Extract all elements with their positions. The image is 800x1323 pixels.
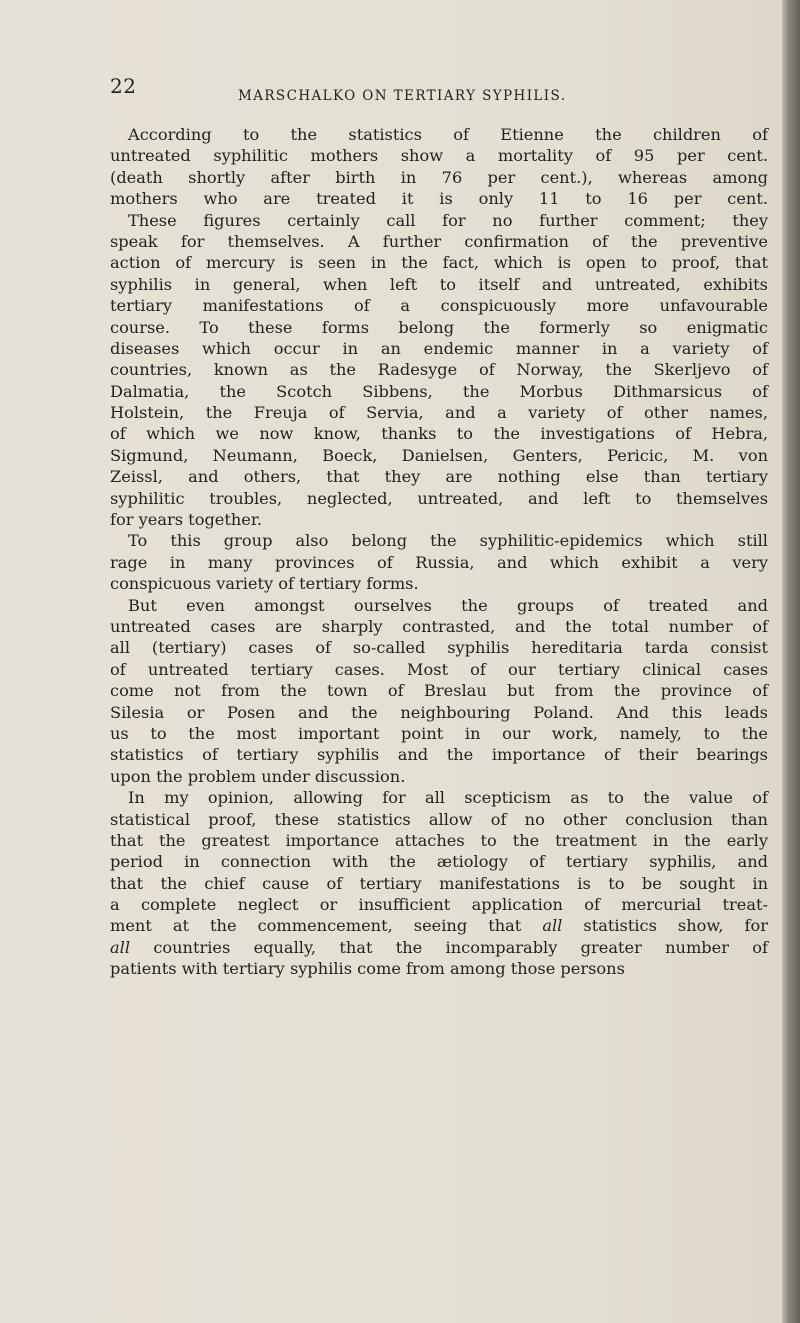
text-line: conspicuous variety of tertiary forms. (110, 574, 419, 594)
text-line: us to the most important point in our work, namely, to the (110, 723, 768, 743)
text-line: course. To these forms belong the formerly so enigmatic (110, 317, 768, 337)
text-line: rage in many provinces of Russia, and which exhibit a very (110, 552, 768, 572)
italic-word: all (110, 937, 131, 957)
text-segment: ment at the commencement, seeing that (110, 916, 522, 936)
text-line: syphilis in general, when left to itself and untreated, exhibits (110, 274, 768, 294)
text-line (110, 915, 768, 936)
italic-word: all (542, 916, 563, 936)
text-line: Holstein, the Freuja of Servia, and a variety of other names, (110, 403, 768, 423)
text-line: statistics of tertiary syphilis and the importance of their bearings (110, 745, 768, 765)
text-line: upon the problem under discussion. (110, 766, 406, 786)
text-line: for years together. (110, 510, 262, 530)
text-line: These figures certainly call for no further comment; they (128, 210, 768, 230)
text-segment: statistics show, for (583, 916, 768, 936)
text-line: untreated syphilitic mothers show a mortality of 95 per cent. (110, 146, 768, 166)
text-line: statistical proof, these statistics allow of no other conclusion than (110, 809, 768, 829)
text-line: that the greatest importance attaches to the treatment in the early (110, 830, 768, 850)
text-line (110, 937, 768, 958)
text-line: mothers who are treated it is only 11 to 16 per cent. (110, 189, 768, 209)
text-line: of which we now know, thanks to the investigations of Hebra, (110, 424, 768, 444)
text-line: Sigmund, Neumann, Boeck, Danielsen, Genters, Pericic, M. von (110, 445, 768, 465)
text-line: Dalmatia, the Scotch Sibbens, the Morbus Dithmarsicus of (110, 381, 768, 401)
text-line: tertiary manifestations of a conspicuously more unfavourable (110, 296, 768, 316)
text-line: Zeissl, and others, that they are nothing else than tertiary (110, 467, 768, 487)
page-binding-edge (782, 0, 800, 1323)
text-line: action of mercury is seen in the fact, which is open to proof, that (110, 253, 768, 273)
text-line: that the chief cause of tertiary manifestations is to be sought in (110, 873, 768, 893)
text-line: of untreated tertiary cases. Most of our tertiary clinical cases (110, 659, 768, 679)
text-line: diseases which occur in an endemic manner in a variety of (110, 338, 768, 358)
text-line: syphilitic troubles, neglected, untreated, and left to themselves (110, 488, 768, 508)
text-line: speak for themselves. A further confirmation of the preventive (110, 231, 768, 251)
text-line: To this group also belong the syphilitic-epidemics which still (128, 531, 768, 551)
text-line: In my opinion, allowing for all scepticism as to the value of (128, 788, 768, 808)
page-header (110, 74, 770, 110)
text-line: a complete neglect or insufficient application of mercurial treat- (110, 895, 768, 915)
text-line: According to the statistics of Etienne the children of (128, 125, 768, 144)
text-line: Silesia or Posen and the neighbouring Poland. And this leads (110, 702, 768, 722)
text-line: untreated cases are sharply contrasted, and the total number of (110, 616, 768, 636)
text-line: all (tertiary) cases of so-called syphilis hereditaria tarda consist (110, 638, 768, 658)
text-line: patients with tertiary syphilis come from among those persons (110, 959, 625, 979)
text-line: period in connection with the ætiology of tertiary syphilis, and (110, 852, 768, 872)
text-line: (death shortly after birth in 76 per cent.), whereas among (110, 167, 768, 187)
text-line: But even amongst ourselves the groups of treated and (128, 595, 768, 615)
page-number: 22 (110, 74, 137, 98)
text-line: come not from the town of Breslau but from the province of (110, 681, 768, 701)
running-head: MARSCHALKO ON TERTIARY SYPHILIS. (238, 88, 567, 104)
text-line: countries, known as the Radesyge of Norway, the Skerljevo of (110, 360, 768, 380)
text-segment: countries equally, that the incomparably greater number of (153, 937, 769, 957)
body-text (110, 124, 768, 980)
